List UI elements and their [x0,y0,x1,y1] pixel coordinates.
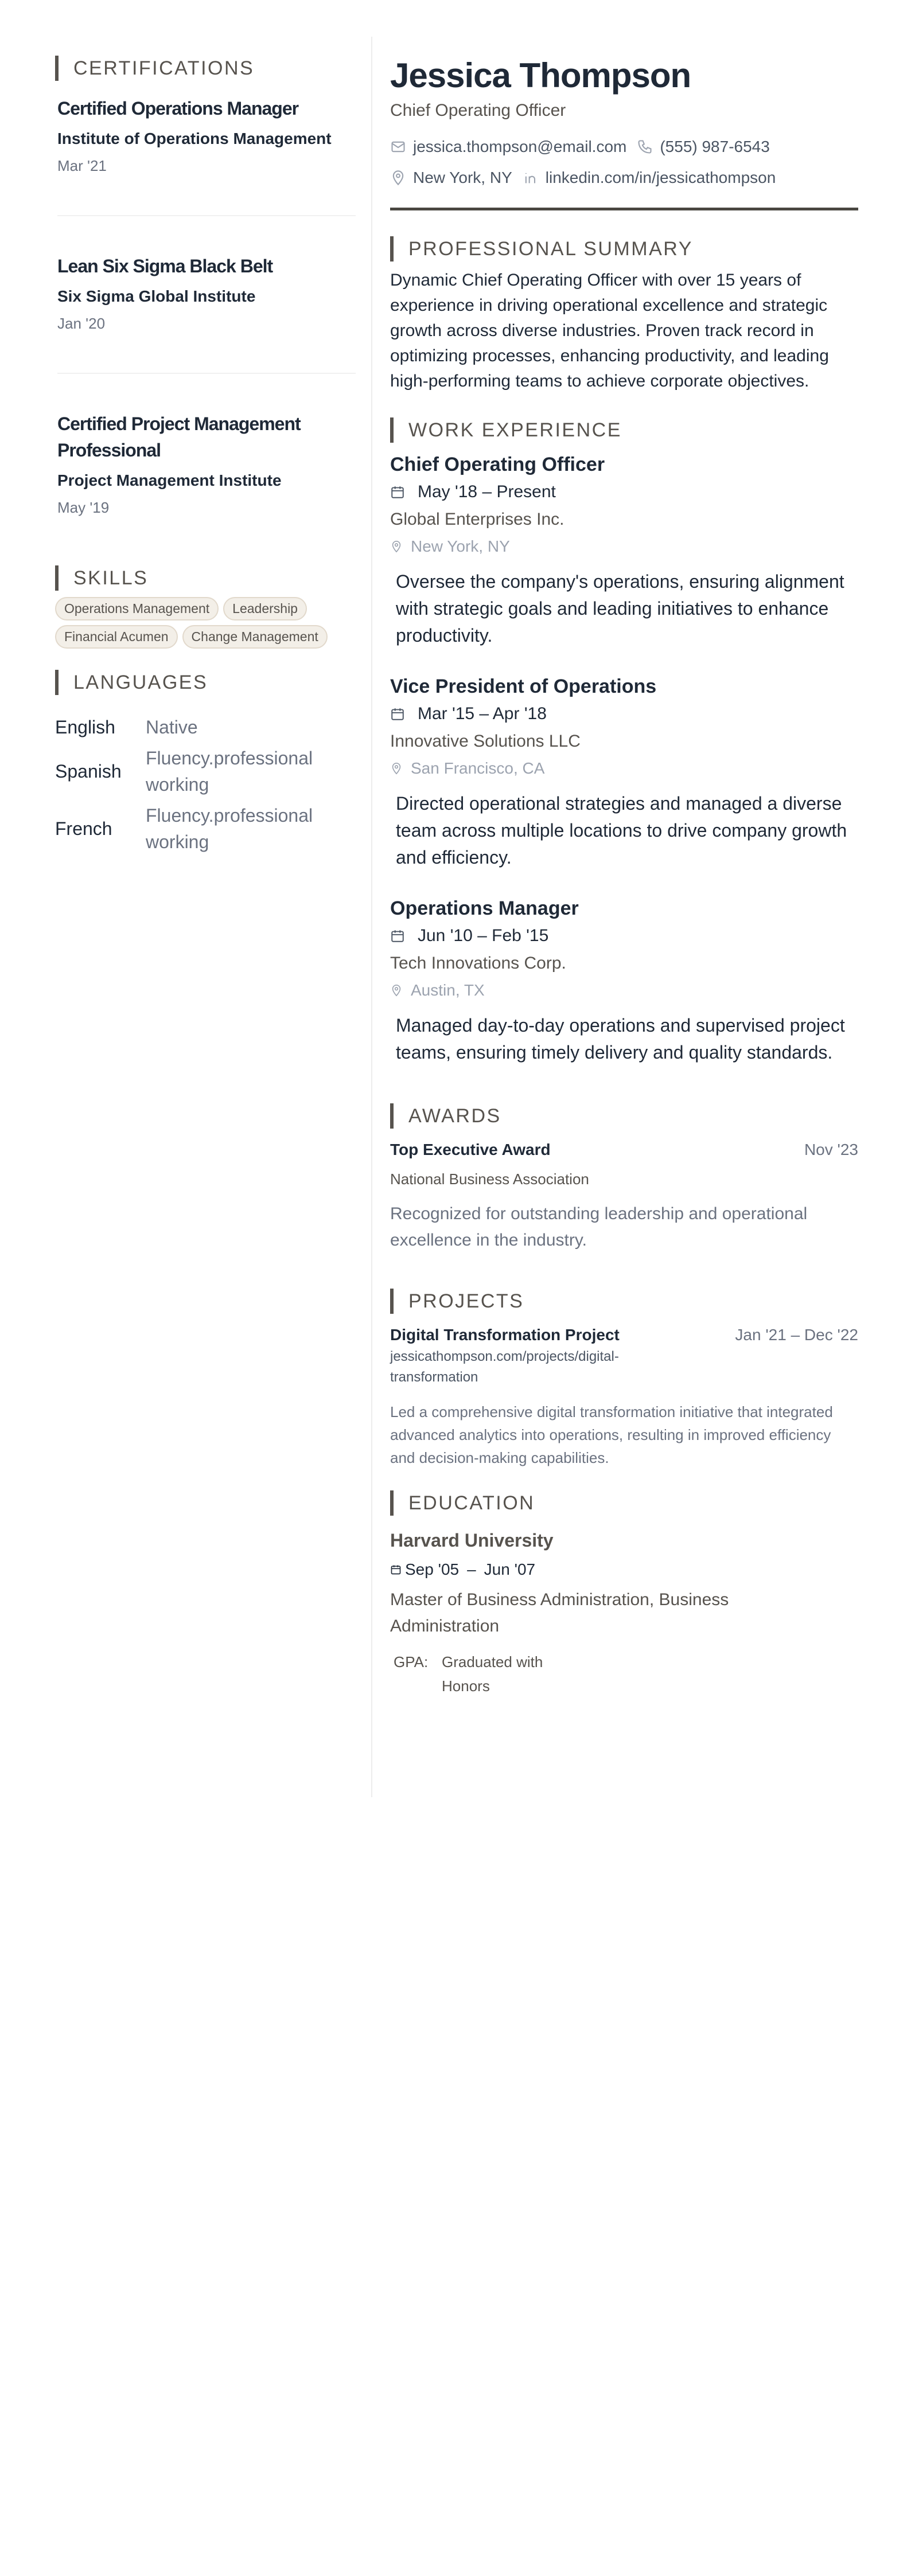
job-description: Directed operational strategies and managed a diverse team across multiple locations to drive company growth and efficiency. [396,793,847,868]
education-end: Jun '07 [484,1560,536,1578]
contact-info [390,138,858,187]
job-description: Oversee the company's operations, ensuring alignment with strategic goals and leading initiatives to enhance productivity. [396,571,844,646]
award-issuer: National Business Association [390,1170,589,1188]
job-description: Managed day-to-day operations and supervised project teams, ensuring timely delivery and quality standards. [396,1015,845,1063]
language-level: Fluency.professional working [146,748,313,795]
certification-item [55,411,356,517]
phone-contact[interactable] [637,138,769,156]
job-title: Operations Manager [390,897,579,919]
certification-date: May '19 [57,499,110,516]
job-location [390,759,858,778]
certifications-section [55,55,356,517]
phone-icon [637,139,653,155]
gpa-value: Graduated with Honors [442,1653,543,1695]
certification-item [55,87,356,175]
date-separator: – [467,1560,476,1578]
language-row [55,802,356,855]
certification-item [55,253,356,333]
phone-text: (555) 987-6543 [660,138,770,155]
location-contact [390,169,512,187]
skills-section [55,565,356,649]
project-dates: Jan '21 – Dec '22 [735,1326,858,1344]
heading-title: CERTIFICATIONS [73,57,255,79]
project-description: Led a comprehensive digital transformation initiative that integrated advanced analytics into operations, resulting in improved efficiency and decision-making capabilities. [390,1403,833,1466]
heading-accent-bar [390,1490,394,1516]
heading-accent-bar [55,565,59,591]
language-level: Fluency.professional working [146,805,313,852]
education-gpa [390,1650,858,1698]
project-header [390,1326,858,1344]
location-pin-icon [390,761,403,776]
section-heading [390,1288,858,1314]
summary-text: Dynamic Chief Operating Officer with over 15 years of experience in driving operational excellence and strategic growth across diverse industries. Proven track record in optimizing processes, enhancing productivity, and leading high-performing teams to achieve corporate objectives. [390,271,829,391]
calendar-icon [390,1563,402,1576]
heading-title: WORK EXPERIENCE [408,419,622,441]
job-dates-text: Jun '10 – Feb '15 [418,926,549,945]
main-content [390,55,858,1698]
heading-title: PROFESSIONAL SUMMARY [408,237,693,260]
job-dates [390,926,858,946]
contact-row [390,169,858,187]
section-heading [390,1490,858,1516]
section-heading [55,55,356,81]
linkedin-icon [523,170,539,186]
heading-accent-bar [390,417,394,443]
projects-section [390,1288,858,1469]
certification-name: Certified Operations Manager [57,98,299,119]
education-start: Sep '05 [405,1560,460,1578]
heading-accent-bar [390,1289,394,1314]
linkedin-contact[interactable] [523,169,776,187]
column-divider [371,37,372,1797]
certification-name: Lean Six Sigma Black Belt [57,256,273,276]
heading-title: EDUCATION [408,1492,535,1514]
languages-section [55,669,356,855]
project-title: Digital Transformation Project [390,1326,620,1344]
job-company: Tech Innovations Corp. [390,954,566,973]
job-company: Innovative Solutions LLC [390,732,581,751]
awards-section [390,1103,858,1254]
header-rule [390,208,858,210]
skill-chips [55,597,356,649]
language-name: English [55,716,115,737]
email-text: jessica.thompson@email.com [413,138,627,155]
location-pin-icon [390,170,406,186]
education-dates [390,1560,858,1579]
summary-section [390,236,858,394]
education-item [390,1530,858,1698]
calendar-icon [390,484,405,500]
heading-accent-bar [55,56,59,81]
section-heading [390,236,858,262]
language-row [55,714,356,740]
skill-chip: Financial Acumen [55,625,178,649]
mail-icon [390,139,406,155]
certification-name: Certified Project Management Professional [57,413,301,460]
award-description: Recognized for outstanding leadership and operational excellence in the industry. [390,1204,808,1250]
location-pin-icon [390,983,403,998]
linkedin-text: linkedin.com/in/jessicathompson [545,169,776,186]
section-heading [55,565,356,591]
sidebar [55,55,356,860]
job-location [390,981,858,1000]
skill-chip: Leadership [223,597,307,620]
candidate-name: Jessica Thompson [390,56,691,95]
job-dates [390,704,858,724]
education-degree: Master of Business Administration, Business Administration [390,1590,729,1636]
project-link[interactable]: jessicathompson.com/projects/digital-transformation [390,1349,619,1385]
job-location-text: New York, NY [411,537,510,555]
email-contact[interactable] [390,138,626,156]
calendar-icon [390,706,405,722]
job-company: Global Enterprises Inc. [390,510,564,529]
job-dates [390,482,858,502]
job-entry [390,451,858,649]
award-date: Nov '23 [804,1141,858,1158]
language-name: French [55,818,112,839]
language-row [55,745,356,798]
resume-header [390,55,858,210]
calendar-icon [390,928,405,944]
project-item [390,1326,858,1469]
certification-separator [57,373,356,374]
section-heading [390,1103,858,1129]
job-dates-text: May '18 – Present [418,482,556,501]
heading-title: LANGUAGES [73,671,208,693]
language-list [55,714,356,855]
heading-title: SKILLS [73,567,149,589]
education-section [390,1490,858,1698]
skill-chip: Change Management [182,625,328,649]
location-text: New York, NY [413,169,512,186]
award-item [390,1141,858,1254]
heading-accent-bar [390,1103,394,1129]
job-title: Chief Operating Officer [390,454,605,475]
job-dates-text: Mar '15 – Apr '18 [418,704,547,723]
education-school: Harvard University [390,1530,554,1551]
heading-accent-bar [390,236,394,261]
job-title: Vice President of Operations [390,676,657,697]
certification-issuer: Project Management Institute [57,471,282,489]
language-name: Spanish [55,760,122,782]
certification-date: Jan '20 [57,315,106,332]
heading-accent-bar [55,670,59,695]
candidate-title: Chief Operating Officer [390,101,566,120]
contact-row [390,138,858,156]
gpa-label: GPA: [394,1653,429,1671]
section-heading [55,669,356,696]
skill-chip: Operations Management [55,597,219,620]
certification-date: Mar '21 [57,157,107,174]
language-level: Native [146,717,198,737]
job-entry [390,895,858,1066]
job-location-text: Austin, TX [411,981,485,999]
job-entry [390,673,858,871]
certification-issuer: Institute of Operations Management [57,130,332,147]
section-heading [390,417,858,443]
job-location [390,537,858,556]
heading-title: PROJECTS [408,1290,524,1312]
certification-separator [57,215,356,216]
experience-section [390,417,858,1066]
award-header [390,1141,858,1159]
certification-issuer: Six Sigma Global Institute [57,287,256,305]
job-location-text: San Francisco, CA [411,759,545,777]
location-pin-icon [390,539,403,554]
award-title: Top Executive Award [390,1141,551,1158]
heading-title: AWARDS [408,1104,501,1127]
